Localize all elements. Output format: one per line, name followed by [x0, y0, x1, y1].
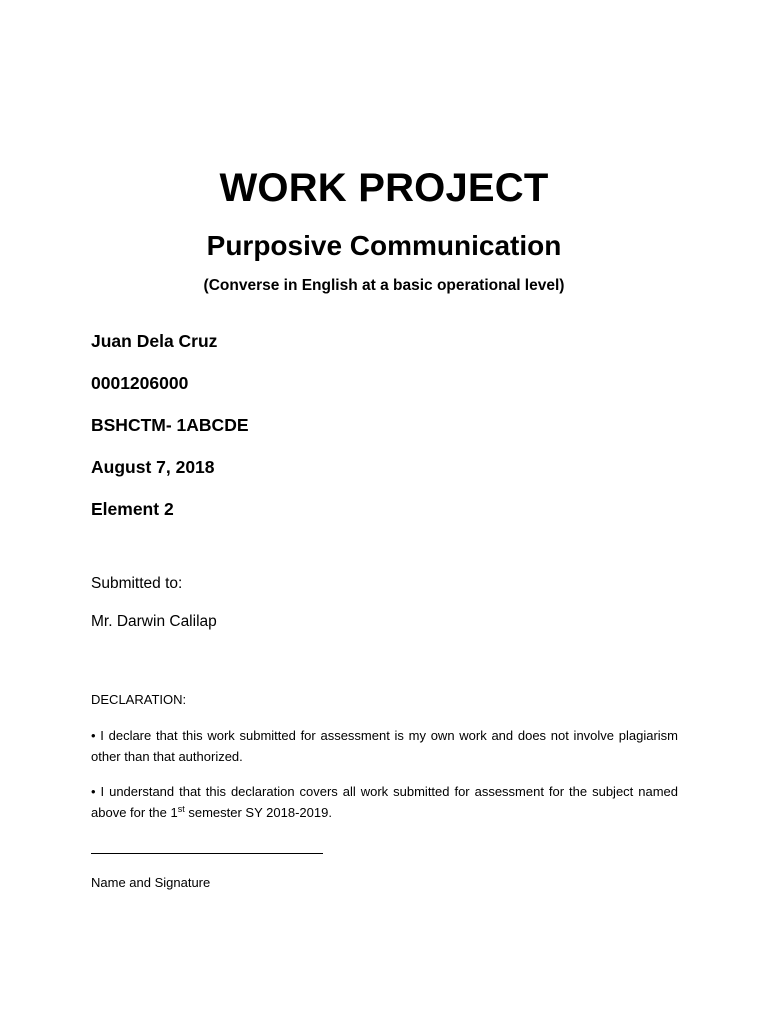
declaration-item-1: • I declare that this work submitted for assessment is my own work and does not involve plagiarism other than that authorized.: [91, 728, 678, 764]
ordinal-suffix: st: [177, 804, 185, 814]
course-description: (Converse in English at a basic operational level): [203, 277, 565, 294]
document-title: WORK PROJECT: [219, 166, 549, 210]
declaration-heading: DECLARATION:: [91, 692, 187, 707]
declaration-item-2-end: semester SY 2018-2019.: [184, 805, 332, 820]
signature-label: Name and Signature: [91, 875, 211, 890]
submitted-to-label: Submitted to:: [91, 575, 183, 592]
element-label: Element 2: [91, 499, 174, 519]
student-name: Juan Dela Cruz: [91, 331, 218, 351]
submission-date: August 7, 2018: [91, 457, 215, 477]
signature-line: [91, 853, 323, 854]
declaration-item-2: [91, 781, 678, 823]
instructor-name: Mr. Darwin Calilap: [91, 613, 217, 630]
declaration-item-2-text: • I understand that this declaration covers all work submitted for assessment for the subject named above for the 1: [91, 784, 678, 820]
course-title: Purposive Communication: [206, 230, 562, 261]
student-id: 0001206000: [91, 373, 189, 393]
student-section: BSHCTM- 1ABCDE: [91, 415, 249, 435]
